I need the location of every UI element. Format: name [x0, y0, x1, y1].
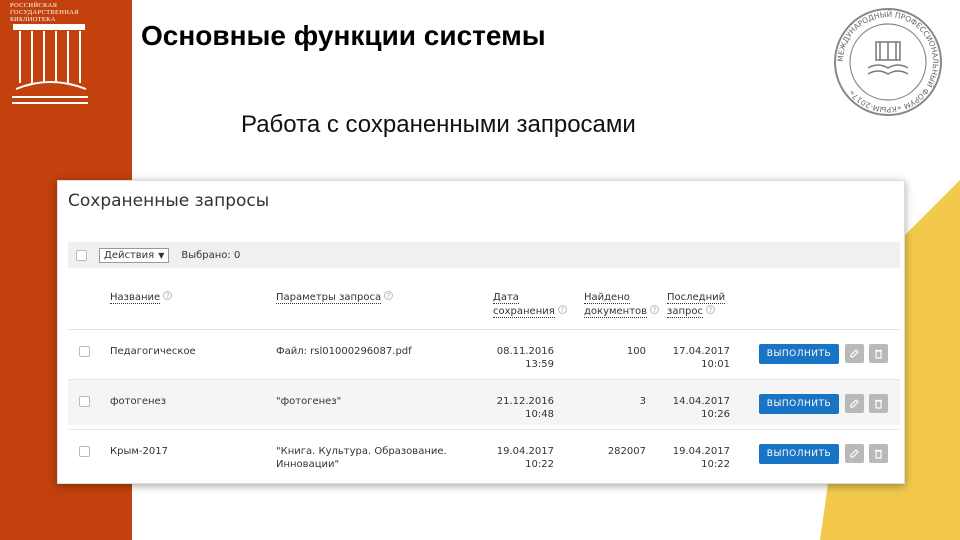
row-params: "Книга. Культура. Образование. Инновации"	[276, 446, 447, 470]
delete-trash-icon[interactable]	[869, 344, 888, 363]
row-last-query: 17.04.2017 10:01	[672, 346, 730, 370]
row-found: 282007	[607, 446, 646, 457]
row-name[interactable]: фотогенез	[110, 396, 167, 407]
table-row	[68, 329, 900, 375]
logo-line-1: РОССИЙСКАЯ	[10, 2, 58, 9]
selected-count: Выбрано: 0	[181, 249, 241, 261]
run-query-button[interactable]: ВЫПОЛНИТЬ	[759, 344, 839, 364]
row-checkbox[interactable]	[79, 396, 90, 407]
row-checkbox[interactable]	[79, 446, 90, 457]
slide-title: Основные функции системы	[141, 20, 546, 51]
help-icon[interactable]: ?	[706, 305, 715, 314]
edit-pencil-icon[interactable]	[845, 394, 864, 413]
library-logo	[10, 2, 92, 110]
actions-dropdown[interactable]	[99, 248, 169, 263]
row-checkbox[interactable]	[79, 346, 90, 357]
logo-line-3: БИБЛИОТЕКА	[10, 16, 56, 23]
edit-pencil-icon[interactable]	[845, 444, 864, 463]
help-icon[interactable]: ?	[384, 291, 393, 300]
row-found: 100	[626, 346, 646, 357]
row-found: 3	[639, 396, 646, 407]
caret-down-icon: ▼	[158, 250, 165, 260]
row-last-query: 14.04.2017 10:26	[672, 396, 730, 420]
row-last-query: 19.04.2017 10:22	[672, 446, 730, 470]
help-icon[interactable]: ?	[650, 305, 659, 314]
delete-trash-icon[interactable]	[869, 394, 888, 413]
table-row	[68, 379, 900, 425]
run-query-button[interactable]: ВЫПОЛНИТЬ	[759, 444, 839, 464]
help-icon[interactable]: ?	[558, 305, 567, 314]
edit-pencil-icon[interactable]	[845, 344, 864, 363]
row-name[interactable]: Педагогическое	[110, 346, 196, 357]
logo-line-2: ГОСУДАРСТВЕННАЯ	[10, 9, 79, 16]
table-toolbar	[68, 242, 900, 268]
library-building-icon	[10, 23, 90, 107]
table-row	[68, 429, 900, 475]
run-query-button[interactable]: ВЫПОЛНИТЬ	[759, 394, 839, 414]
column-header-name[interactable]: Название ?	[110, 291, 172, 305]
panel-title: Сохраненные запросы	[68, 191, 270, 211]
actions-dropdown-label: Действия	[104, 249, 155, 261]
row-date: 21.12.2016 10:48	[496, 396, 554, 420]
saved-queries-panel	[57, 180, 905, 484]
row-params: Файл: rsl01000296087.pdf	[276, 346, 412, 357]
delete-trash-icon[interactable]	[869, 444, 888, 463]
forum-stamp-logo	[832, 6, 944, 118]
column-header-date[interactable]: Дата сохранения ?	[493, 291, 567, 319]
stamp-text: МЕЖДУНАРОДНЫЙ ПРОФЕССИОНАЛЬНЫЙ ФОРУМ «КРЫМ-2017»	[835, 9, 941, 115]
row-params: "фотогенез"	[276, 396, 342, 407]
row-name[interactable]: Крым-2017	[110, 446, 168, 457]
slide-subtitle: Работа с сохраненными запросами	[241, 111, 636, 138]
help-icon[interactable]: ?	[163, 291, 172, 300]
select-all-checkbox[interactable]	[76, 250, 87, 261]
column-header-found[interactable]: Найдено документов ?	[584, 291, 659, 319]
column-header-last[interactable]: Последний запрос ?	[667, 292, 726, 317]
column-header-params[interactable]: Параметры запроса ?	[276, 291, 393, 305]
row-date: 19.04.2017 10:22	[496, 446, 554, 470]
row-date: 08.11.2016 13:59	[496, 346, 554, 370]
